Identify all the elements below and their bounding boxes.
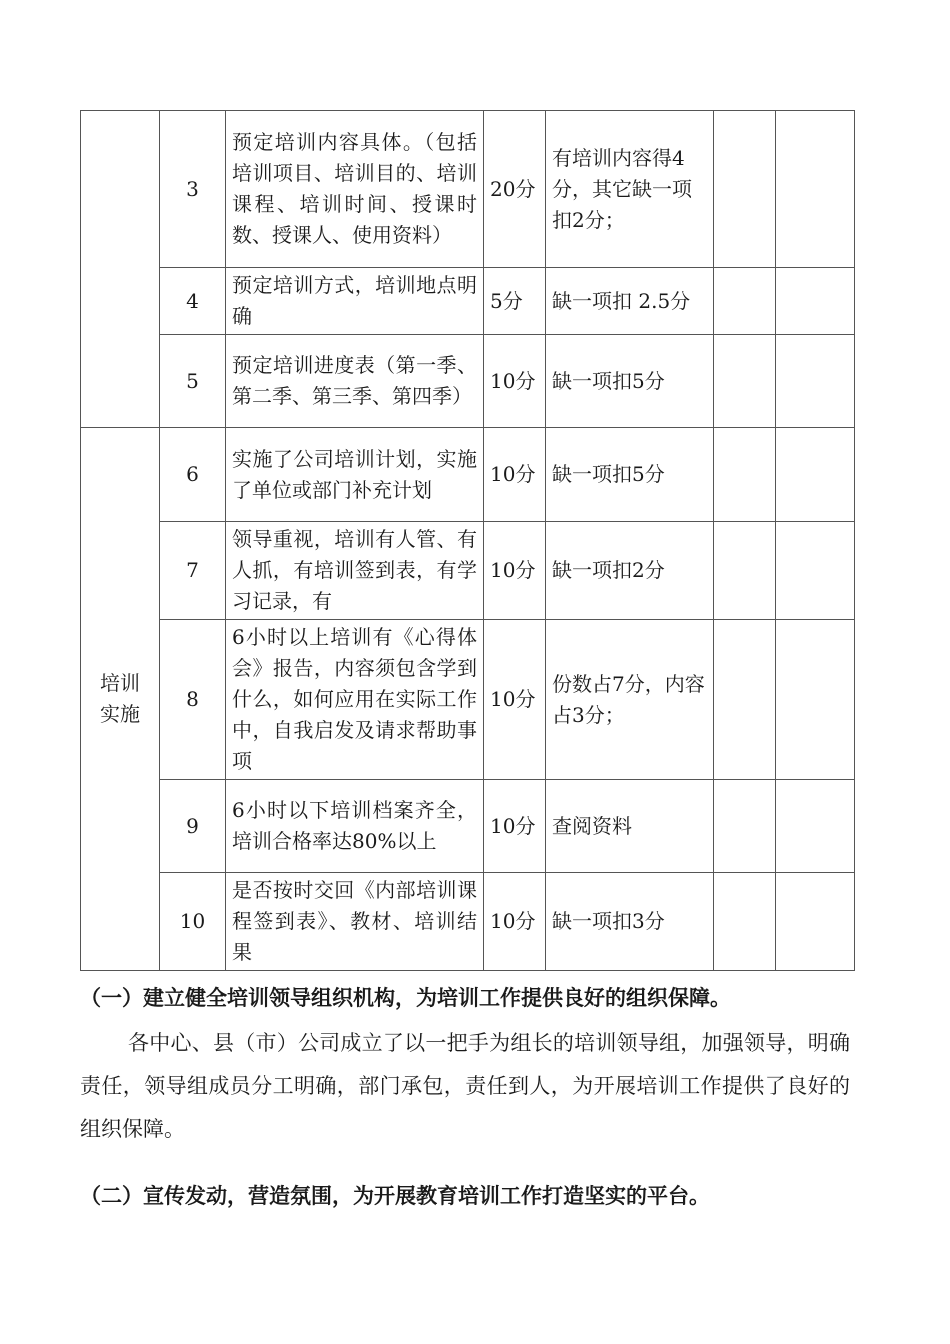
- blank-cell: [776, 111, 855, 268]
- score-value: 10分: [484, 873, 546, 971]
- blank-cell: [776, 335, 855, 428]
- blank-cell: [714, 780, 776, 873]
- score-value: 10分: [484, 620, 546, 780]
- section-1-heading: （一）建立健全培训领导组织机构，为培训工作提供良好的组织保障。: [80, 986, 731, 1010]
- section-2-heading: （二）宣传发动，营造氛围，为开展教育培训工作打造坚实的平台。: [80, 1184, 710, 1208]
- blank-cell: [776, 268, 855, 335]
- category-cell-empty: [81, 111, 160, 428]
- blank-cell: [776, 873, 855, 971]
- item-text: 预定培训进度表（第一季、第二季、第三季、第四季）: [226, 335, 484, 428]
- category-cell: 培训实施: [81, 428, 160, 971]
- row-number: 6: [160, 428, 226, 522]
- blank-cell: [714, 522, 776, 620]
- score-value: 10分: [484, 428, 546, 522]
- scoring-rule: 缺一项扣 2.5分: [546, 268, 714, 335]
- scoring-table: [80, 110, 855, 971]
- score-value: 5分: [484, 268, 546, 335]
- row-number: 4: [160, 268, 226, 335]
- scoring-rule: 缺一项扣2分: [546, 522, 714, 620]
- scoring-rule: 缺一项扣5分: [546, 428, 714, 522]
- item-text: 是否按时交回《内部培训课程签到表》、教材、培训结果: [226, 873, 484, 971]
- table-row: [81, 522, 855, 620]
- scoring-rule: 缺一项扣5分: [546, 335, 714, 428]
- row-number: 5: [160, 335, 226, 428]
- table-row: [81, 620, 855, 780]
- item-text: 实施了公司培训计划，实施了单位或部门补充计划: [226, 428, 484, 522]
- table-row: [81, 335, 855, 428]
- blank-cell: [776, 428, 855, 522]
- item-text: 6小时以上培训有《心得体会》报告，内容须包含学到什么，如何应用在实际工作中，自我启发及请求帮助事项: [226, 620, 484, 780]
- item-text: 6小时以下培训档案齐全，培训合格率达80%以上: [226, 780, 484, 873]
- blank-cell: [776, 780, 855, 873]
- item-text: 预定培训方式，培训地点明确: [226, 268, 484, 335]
- score-value: 10分: [484, 522, 546, 620]
- blank-cell: [776, 522, 855, 620]
- table-row: [81, 268, 855, 335]
- score-value: 20分: [484, 111, 546, 268]
- blank-cell: [714, 428, 776, 522]
- blank-cell: [714, 620, 776, 780]
- row-number: 10: [160, 873, 226, 971]
- blank-cell: [714, 335, 776, 428]
- section-1-body: 各中心、县（市）公司成立了以一把手为组长的培训领导组，加强领导，明确责任，领导组成员分工明确，部门承包，责任到人，为开展培训工作提供了良好的组织保障。: [80, 1031, 850, 1141]
- blank-cell: [714, 268, 776, 335]
- scoring-rule: 查阅资料: [546, 780, 714, 873]
- row-number: 3: [160, 111, 226, 268]
- row-number: 9: [160, 780, 226, 873]
- table-row: [81, 428, 855, 522]
- score-value: 10分: [484, 780, 546, 873]
- score-value: 10分: [484, 335, 546, 428]
- table-row: [81, 873, 855, 971]
- blank-cell: [776, 620, 855, 780]
- item-text: 领导重视，培训有人管、有人抓，有培训签到表，有学习记录，有: [226, 522, 484, 620]
- row-number: 7: [160, 522, 226, 620]
- table-row: [81, 780, 855, 873]
- scoring-rule: 有培训内容得4分，其它缺一项扣2分；: [546, 111, 714, 268]
- table-row: [81, 111, 855, 268]
- blank-cell: [714, 873, 776, 971]
- blank-cell: [714, 111, 776, 268]
- scoring-rule: 缺一项扣3分: [546, 873, 714, 971]
- row-number: 8: [160, 620, 226, 780]
- scoring-rule: 份数占7分，内容占3分；: [546, 620, 714, 780]
- item-text: 预定培训内容具体。（包括培训项目、培训目的、培训课程、培训时间、授课时数、授课人、使用资料）: [226, 111, 484, 268]
